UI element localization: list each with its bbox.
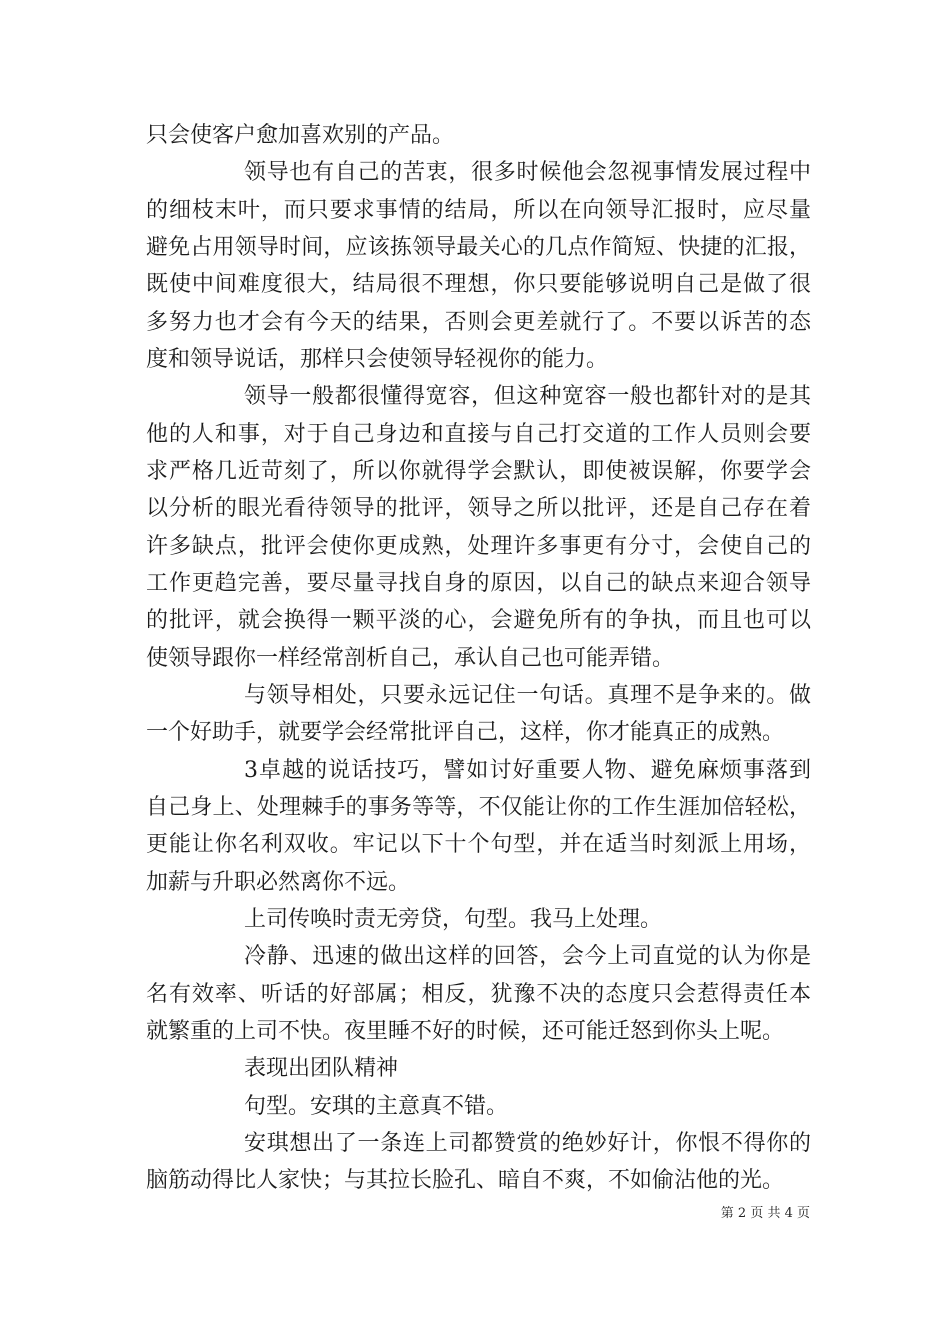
text-line-5: 既使中间难度很大，结局很不理想，你只要能够说明自己是做了很	[146, 272, 811, 297]
text-line-13: 工作更趋完善，要尽量寻找自身的原因，以自己的缺点来迎合领导	[146, 571, 811, 596]
text-line-23: 冷静、迅速的做出这样的回答，会今上司直觉的认为你是	[244, 944, 811, 969]
page-number-footer: 第 2 页 共 4 页	[720, 1206, 810, 1221]
text-line-1: 只会使客户愈加喜欢别的产品。	[146, 123, 455, 148]
text-line-29: 脑筋动得比人家快；与其拉长脸孔、暗自不爽，不如偷沾他的光。	[146, 1168, 785, 1193]
text-line-28: 安琪想出了一条连上司都赞赏的绝妙好计，你恨不得你的	[244, 1131, 811, 1156]
text-line-22: 上司传唤时责无旁贷，句型。我马上处理。	[244, 907, 663, 932]
text-line-27: 句型。安琪的主意真不错。	[244, 1094, 509, 1119]
text-line-18: 3卓越的说话技巧，譬如讨好重要人物、避免麻烦事落到	[244, 758, 811, 783]
text-line-11: 以分析的眼光看待领导的批评，领导之所以批评，还是自己存在着	[146, 496, 811, 521]
text-line-15: 使领导跟你一样经常剖析自己，承认自己也可能弄错。	[146, 646, 675, 671]
text-line-4: 避免占用领导时间，应该拣领导最关心的几点作简短、快捷的汇报，	[146, 235, 811, 260]
text-line-16: 与领导相处，只要永远记住一句话。真理不是争来的。做	[244, 683, 811, 708]
text-line-7: 度和领导说话，那样只会使领导轻视你的能力。	[146, 347, 609, 372]
text-line-24: 名有效率、听话的好部属；相反，犹豫不决的态度只会惹得责任本	[146, 982, 811, 1007]
text-line-10: 求严格几近苛刻了，所以你就得学会默认，即使被误解，你要学会	[146, 459, 811, 484]
text-line-3: 的细枝末叶，而只要求事情的结局，所以在向领导汇报时，应尽量	[146, 198, 811, 223]
text-line-19: 自己身上、处理棘手的事务等等，不仅能让你的工作生涯加倍轻松，	[146, 795, 811, 820]
text-line-8: 领导一般都很懂得宽容，但这种宽容一般也都针对的是其	[244, 384, 811, 409]
text-line-12: 许多缺点，批评会使你更成熟，处理许多事更有分寸，会使自己的	[146, 534, 811, 559]
text-line-20: 更能让你名利双收。牢记以下十个句型，并在适当时刻派上用场，	[146, 832, 811, 857]
text-line-21: 加薪与升职必然离你不远。	[146, 870, 411, 895]
text-line-14: 的批评，就会换得一颗平淡的心，会避免所有的争执，而且也可以	[146, 608, 811, 633]
text-line-17: 一个好助手，就要学会经常批评自己，这样，你才能真正的成熟。	[146, 720, 785, 745]
text-line-26: 表现出团队精神	[244, 1056, 399, 1081]
text-line-25: 就繁重的上司不快。夜里睡不好的时候，还可能迁怒到你头上呢。	[146, 1019, 785, 1044]
text-line-6: 多努力也才会有今天的结果，否则会更差就行了。不要以诉苦的态	[146, 310, 811, 335]
text-line-9: 他的人和事，对于自己身边和直接与自己打交道的工作人员则会要	[146, 422, 811, 447]
text-line-2: 领导也有自己的苦衷，很多时候他会忽视事情发展过程中	[244, 160, 811, 185]
